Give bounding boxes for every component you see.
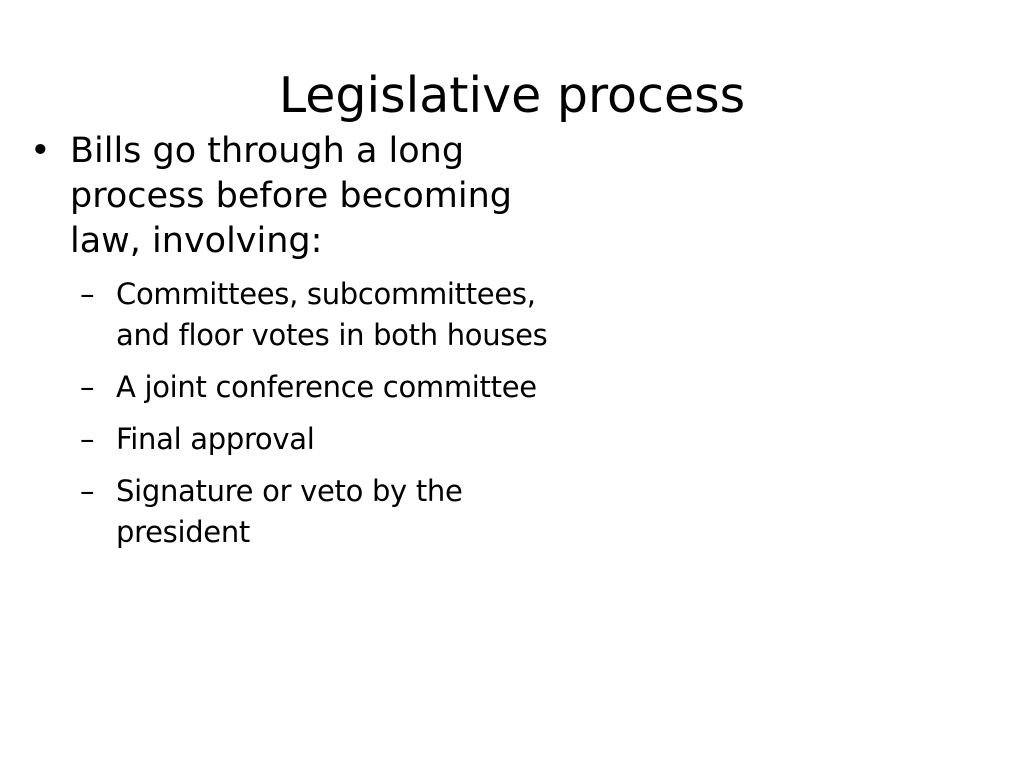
- sub-bullet-item: [70, 367, 550, 408]
- sub-bullet-item: [70, 274, 550, 356]
- sub-bullet-item: [70, 471, 550, 553]
- dash-marker: –: [80, 422, 95, 456]
- bullet-list: [30, 129, 550, 564]
- dash-marker: –: [80, 474, 95, 508]
- bullet-item: [30, 129, 550, 553]
- dash-marker: –: [80, 277, 95, 311]
- sub-bullet-text: Committees, subcommittees, and floor votes in both houses: [116, 277, 548, 352]
- slide-title: Legislative process: [278, 67, 746, 124]
- bullet-marker: •: [30, 131, 51, 171]
- bullet-text: Bills go through a long process before becoming law, involving:: [70, 131, 513, 261]
- sub-bullet-item: [70, 419, 550, 460]
- sub-bullet-list: [70, 274, 550, 553]
- sub-bullet-text: Final approval: [116, 422, 315, 456]
- dash-marker: –: [80, 370, 95, 404]
- sub-bullet-text: A joint conference committee: [116, 370, 537, 404]
- sub-bullet-text: Signature or veto by the president: [116, 474, 463, 549]
